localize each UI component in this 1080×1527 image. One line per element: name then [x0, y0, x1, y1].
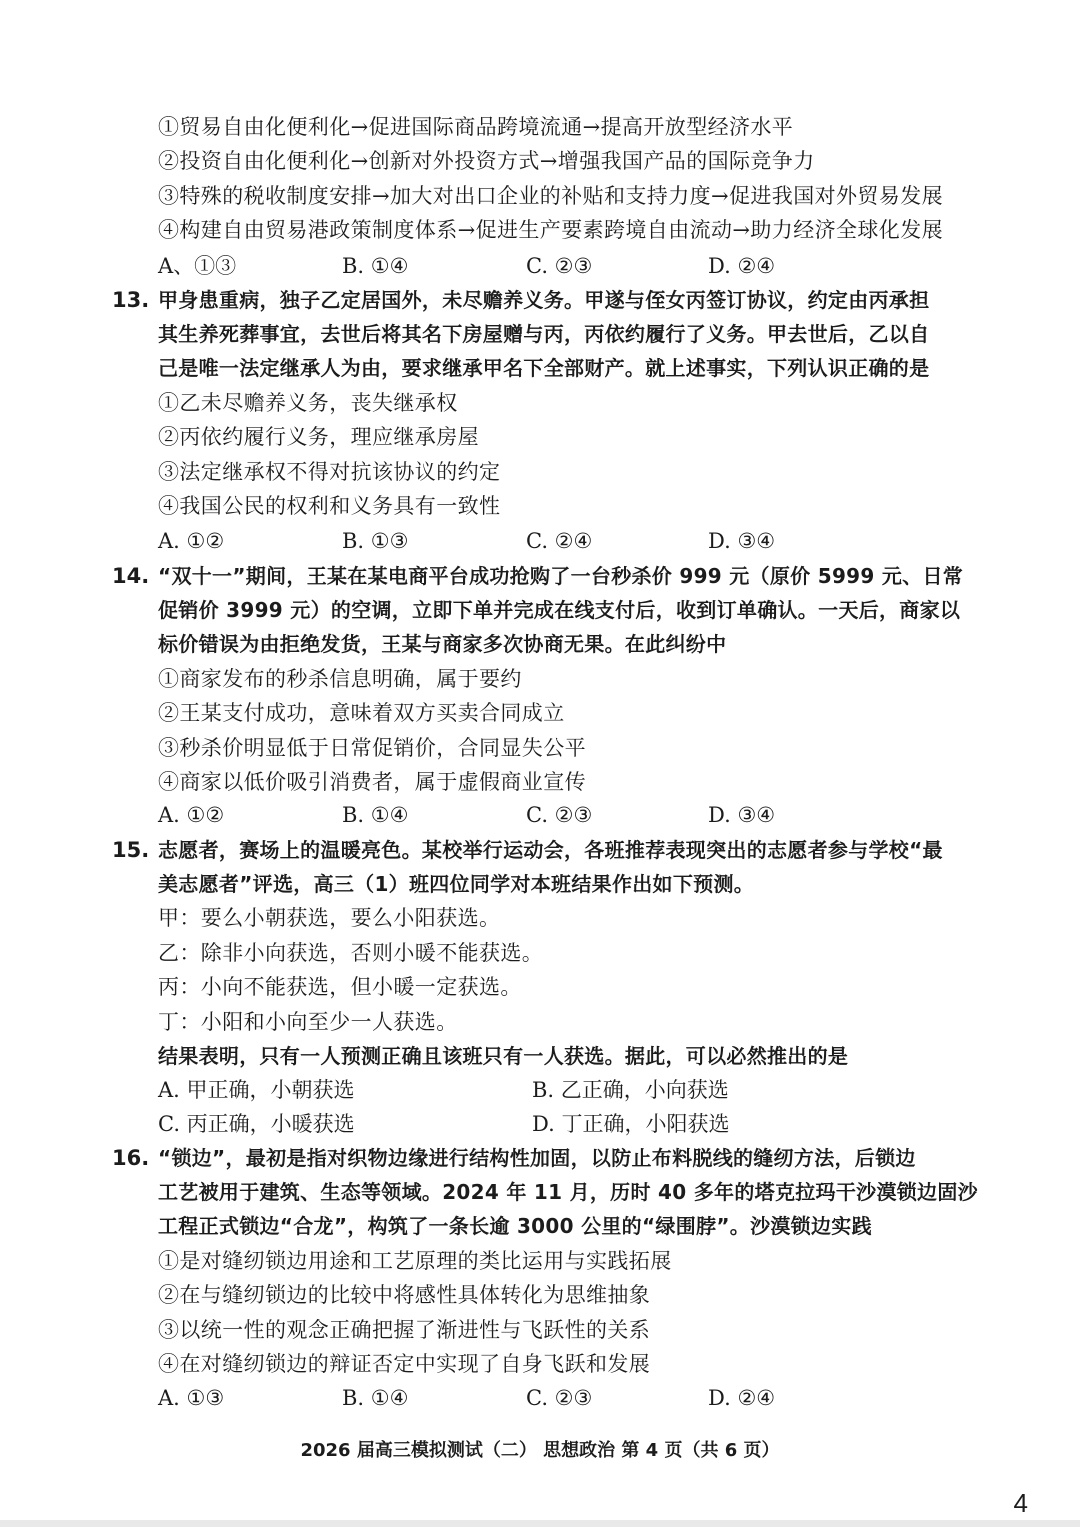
q15-stem-2: 美志愿者”评选，高三（1）班四位同学对本班结果作出如下预测。 — [158, 872, 755, 896]
q16-option-c: C. ②③ — [526, 1386, 593, 1410]
q13-item-4: ④我国公民的权利和义务具有一致性 — [158, 494, 501, 518]
q14-option-a: A. ①② — [158, 803, 225, 827]
q12-item-4: ④构建自由贸易港政策制度体系→促进生产要素跨境自由流动→助力经济全球化发展 — [158, 218, 943, 242]
q14-number: 14. — [112, 564, 150, 588]
q13-item-2: ②丙依约履行义务，理应继承房屋 — [158, 425, 479, 449]
q15-option-b: B. 乙正确，小向获选 — [532, 1078, 729, 1102]
q13-option-d: D. ③④ — [708, 529, 776, 553]
scan-edge — [0, 1520, 1080, 1527]
q16-stem-3: 工程正式锁边“合龙”，构筑了一条长逾 3000 公里的“绿围脖”。沙漠锁边实践 — [158, 1214, 872, 1238]
q14-option-b: B. ①④ — [342, 803, 409, 827]
q13-stem-2: 其生养死葬事宜，去世后将其名下房屋赠与丙，丙依约履行了义务。甲去世后，乙以自 — [158, 322, 930, 346]
q16-option-d: D. ②④ — [708, 1386, 776, 1410]
q12-option-a: A、①③ — [158, 254, 237, 278]
q13-stem-1: 甲身患重病，独子乙定居国外，未尽赡养义务。甲遂与侄女丙签订协议，约定由丙承担 — [158, 288, 930, 312]
q15-option-a: A. 甲正确，小朝获选 — [158, 1078, 355, 1102]
q15-option-c: C. 丙正确，小暖获选 — [158, 1112, 355, 1136]
q13-item-3: ③法定继承权不得对抗该协议的约定 — [158, 460, 501, 484]
q14-stem-1: “双十一”期间，王某在某电商平台成功抢购了一台秒杀价 999 元（原价 5999 元、日常 — [158, 564, 964, 588]
q14-option-c: C. ②③ — [526, 803, 593, 827]
q13-number: 13. — [112, 288, 150, 312]
q12-item-2: ②投资自由化便利化→创新对外投资方式→增强我国产品的国际竞争力 — [158, 149, 815, 173]
q14-stem-2: 促销价 3999 元）的空调，立即下单并完成在线支付后，收到订单确认。一天后，商家以 — [158, 598, 961, 622]
q16-stem-2: 工艺被用于建筑、生态等领域。2024 年 11 月，历时 40 多年的塔克拉玛干沙漠锁边固沙 — [158, 1180, 978, 1204]
q15-question: 结果表明，只有一人预测正确且该班只有一人获选。据此，可以必然推出的是 — [158, 1044, 849, 1068]
q12-item-3: ③特殊的税收制度安排→加大对出口企业的补贴和支持力度→促进我国对外贸易发展 — [158, 184, 943, 208]
q14-item-2: ②王某支付成功，意味着双方买卖合同成立 — [158, 701, 565, 725]
q13-option-b: B. ①③ — [342, 529, 409, 553]
q13-item-1: ①乙未尽赡养义务，丧失继承权 — [158, 391, 458, 415]
q12-option-d: D. ②④ — [708, 254, 776, 278]
q14-item-1: ①商家发布的秒杀信息明确，属于要约 — [158, 667, 522, 691]
q16-item-4: ④在对缝纫锁边的辩证否定中实现了自身飞跃和发展 — [158, 1352, 651, 1376]
q15-item-1: 甲：要么小朝获选，要么小阳获选。 — [158, 906, 501, 930]
q16-item-1: ①是对缝纫锁边用途和工艺原理的类比运用与实践拓展 — [158, 1249, 672, 1273]
q13-option-c: C. ②④ — [526, 529, 593, 553]
q15-item-2: 乙：除非小向获选，否则小暖不能获选。 — [158, 941, 544, 965]
q13-option-a: A. ①② — [158, 529, 225, 553]
q15-item-3: 丙：小向不能获选，但小暖一定获选。 — [158, 975, 522, 999]
q14-stem-3: 标价错误为由拒绝发货，王某与商家多次协商无果。在此纠纷中 — [158, 632, 727, 656]
q12-option-c: C. ②③ — [526, 254, 593, 278]
q16-item-3: ③以统一性的观念正确把握了渐进性与飞跃性的关系 — [158, 1318, 651, 1342]
q15-number: 15. — [112, 838, 150, 862]
q14-option-d: D. ③④ — [708, 803, 776, 827]
q15-stem-1: 志愿者，赛场上的温暖亮色。某校举行运动会，各班推荐表现突出的志愿者参与学校“最 — [158, 838, 943, 862]
q14-item-3: ③秒杀价明显低于日常促销价，合同显失公平 — [158, 736, 586, 760]
q13-stem-3: 己是唯一法定继承人为由，要求继承甲名下全部财产。就上述事实，下列认识正确的是 — [158, 356, 930, 380]
q14-item-4: ④商家以低价吸引消费者，属于虚假商业宣传 — [158, 770, 586, 794]
q16-option-b: B. ①④ — [342, 1386, 409, 1410]
q12-item-1: ①贸易自由化便利化→促进国际商品跨境流通→提高开放型经济水平 — [158, 115, 794, 139]
q16-stem-1: “锁边”，最初是指对织物边缘进行结构性加固，以防止布料脱线的缝纫方法，后锁边 — [158, 1146, 916, 1170]
q16-item-2: ②在与缝纫锁边的比较中将感性具体转化为思维抽象 — [158, 1283, 651, 1307]
page-number: 4 — [1013, 1488, 1028, 1518]
q15-item-4: 丁：小阳和小向至少一人获选。 — [158, 1010, 458, 1034]
q16-number: 16. — [112, 1146, 150, 1170]
page-footer: 2026 届高三模拟测试（二） 思想政治 第 4 页（共 6 页） — [300, 1440, 780, 1461]
q15-option-d: D. 丁正确，小阳获选 — [532, 1112, 730, 1136]
q12-option-b: B. ①④ — [342, 254, 409, 278]
q16-option-a: A. ①③ — [158, 1386, 225, 1410]
